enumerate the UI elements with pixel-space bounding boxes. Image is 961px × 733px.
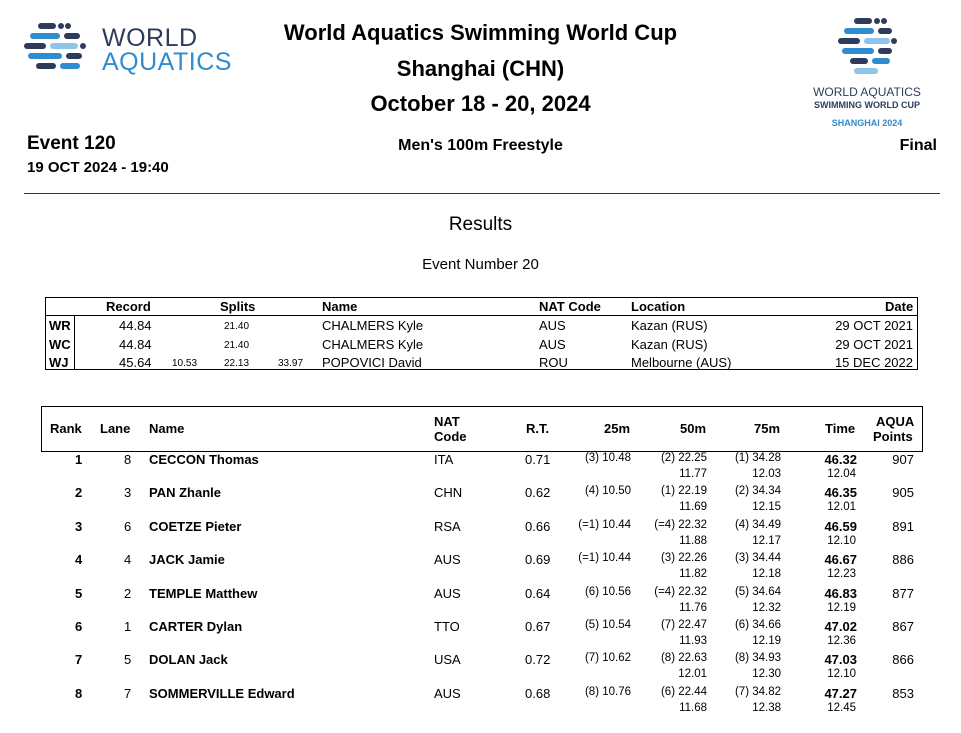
result-split-75: (1) 34.28 <box>734 452 781 464</box>
result-name: COETZE Pieter <box>149 518 242 534</box>
table-row <box>0 619 961 652</box>
result-lane: 5 <box>124 652 132 668</box>
result-split-50: (2) 22.25 <box>660 452 707 464</box>
result-lane: 4 <box>124 552 132 568</box>
result-reaction-time: 0.64 <box>525 585 551 601</box>
result-split-50: (=4) 22.32 <box>654 585 707 598</box>
records-header-name: Name <box>322 299 358 314</box>
results-header-rt: R.T. <box>526 421 550 436</box>
result-time: 46.32 <box>824 452 857 467</box>
result-lap-100: 12.04 <box>827 468 856 480</box>
event-datetime: 19 OCT 2024 - 19:40 <box>27 159 169 176</box>
result-name: CECCON Thomas <box>149 452 259 467</box>
result-lane: 7 <box>124 685 132 701</box>
results-header-top-rule <box>41 406 923 407</box>
result-split-25: (3) 10.48 <box>584 452 631 464</box>
section-title: Results <box>448 214 513 235</box>
world-cup-logo <box>792 16 942 131</box>
result-split-50: (=4) 22.32 <box>654 518 707 531</box>
result-points: 907 <box>892 452 914 467</box>
header-divider <box>24 193 940 194</box>
record-split-75: 33.97 <box>278 358 304 369</box>
table-row <box>0 586 961 619</box>
result-name: JACK Jamie <box>149 552 225 568</box>
meet-title: World Aquatics Swimming World Cup <box>283 20 678 45</box>
result-name: CARTER Dylan <box>149 619 243 634</box>
result-lap-75: 12.03 <box>752 468 781 480</box>
event-name: Men's 100m Freestyle <box>398 137 563 154</box>
result-nat-code: CHN <box>434 485 463 501</box>
result-reaction-time: 0.72 <box>525 652 551 668</box>
result-rank: 8 <box>75 685 83 701</box>
result-points: 905 <box>892 485 914 501</box>
result-lap-50: 11.82 <box>679 568 707 581</box>
records-header-date: Date <box>885 299 914 314</box>
result-split-75: (2) 34.34 <box>734 485 781 498</box>
record-nat-code: AUS <box>539 336 566 352</box>
result-points: 886 <box>892 552 914 568</box>
records-type-rule <box>74 315 75 369</box>
result-nat-code: AUS <box>434 552 461 568</box>
result-time: 47.02 <box>824 619 857 634</box>
result-reaction-time: 0.71 <box>525 452 551 467</box>
result-lap-50: 11.68 <box>679 701 707 714</box>
result-rank: 1 <box>75 452 83 467</box>
result-nat-code: TTO <box>434 619 460 634</box>
result-split-50: (8) 22.63 <box>660 652 707 665</box>
world-cup-emblem-icon <box>834 16 900 80</box>
record-holder-name: POPOVICI David <box>322 355 422 370</box>
result-points: 853 <box>892 685 914 701</box>
result-rank: 5 <box>75 585 83 601</box>
result-nat-code: ITA <box>434 452 454 467</box>
record-holder-name: CHALMERS Kyle <box>322 318 424 333</box>
result-lap-50: 11.77 <box>679 468 707 480</box>
result-split-25: (8) 10.76 <box>584 685 631 698</box>
result-lap-75: 12.30 <box>752 668 781 681</box>
result-lap-50: 11.69 <box>679 501 707 514</box>
event-number-label: Event Number 20 <box>422 256 539 273</box>
result-name: TEMPLE Matthew <box>149 585 258 601</box>
record-split-50: 22.13 <box>224 358 250 369</box>
results-header-75m: 75m <box>754 421 781 436</box>
logo-word-aquatics: AQUATICS <box>102 48 232 76</box>
result-lane: 3 <box>124 485 132 501</box>
result-lane: 1 <box>124 619 132 634</box>
result-lane: 8 <box>124 452 132 467</box>
results-header <box>41 406 923 452</box>
result-rank: 2 <box>75 485 83 501</box>
result-reaction-time: 0.68 <box>525 685 551 701</box>
result-reaction-time: 0.62 <box>525 485 551 501</box>
result-lane: 2 <box>124 585 132 601</box>
record-split-50: 21.40 <box>224 321 250 332</box>
result-nat-code: AUS <box>434 685 461 701</box>
records-header-location: Location <box>631 299 686 314</box>
result-points: 891 <box>892 518 914 534</box>
result-lap-75: 12.17 <box>752 534 781 547</box>
logo-word-world: WORLD <box>102 24 198 52</box>
result-lap-75: 12.18 <box>752 568 781 581</box>
table-row <box>0 485 961 518</box>
table-row <box>0 652 961 685</box>
records-header-splits: Splits <box>220 299 256 314</box>
event-stage: Final <box>899 137 937 154</box>
record-type: WR <box>49 318 71 333</box>
world-cup-logo-line2: SWIMMING WORLD CUP <box>814 100 920 110</box>
result-reaction-time: 0.69 <box>525 552 551 568</box>
result-split-25: (=1) 10.44 <box>578 518 631 531</box>
result-lap-50: 11.88 <box>679 534 707 547</box>
result-split-50: (7) 22.47 <box>660 619 707 631</box>
result-rank: 7 <box>75 652 83 668</box>
result-rank: 3 <box>75 518 83 534</box>
result-split-75: (7) 34.82 <box>734 685 781 698</box>
result-lap-75: 12.38 <box>752 701 781 714</box>
result-split-75: (3) 34.44 <box>734 552 781 565</box>
world-cup-logo-line3: SHANGHAI 2024 <box>831 118 903 128</box>
results-header-nat: NAT <box>434 414 460 429</box>
result-points: 867 <box>892 619 914 634</box>
table-row <box>0 552 961 585</box>
result-name: SOMMERVILLE Edward <box>149 685 295 701</box>
record-date: 15 DEC 2022 <box>834 355 913 370</box>
result-reaction-time: 0.66 <box>525 518 551 534</box>
result-lap-100: 12.01 <box>827 501 856 514</box>
result-lap-75: 12.19 <box>752 635 781 647</box>
result-time: 46.59 <box>824 518 857 534</box>
records-header-record: Record <box>106 299 151 314</box>
record-location: Melbourne (AUS) <box>631 355 732 370</box>
records-header-nat: NAT Code <box>539 299 601 314</box>
result-time: 46.35 <box>824 485 857 501</box>
record-split-25: 10.53 <box>172 358 198 369</box>
world-cup-logo-line1: WORLD AQUATICS <box>813 85 921 99</box>
record-location: Kazan (RUS) <box>631 318 708 333</box>
result-split-50: (6) 22.44 <box>660 685 707 698</box>
result-split-75: (8) 34.93 <box>734 652 781 665</box>
result-split-75: (4) 34.49 <box>734 518 781 531</box>
result-lane: 6 <box>124 518 132 534</box>
result-time: 47.27 <box>824 685 857 701</box>
results-header-25m: 25m <box>604 421 631 436</box>
result-split-25: (4) 10.50 <box>584 485 631 498</box>
records-table <box>45 297 918 370</box>
result-nat-code: AUS <box>434 585 461 601</box>
record-split-50: 21.40 <box>224 339 250 351</box>
record-time: 45.64 <box>119 355 152 370</box>
record-nat-code: AUS <box>539 318 566 333</box>
result-lap-100: 12.45 <box>827 701 856 714</box>
table-row <box>0 686 961 719</box>
result-rank: 4 <box>75 552 83 568</box>
results-header-left-rule <box>41 406 42 452</box>
record-location: Kazan (RUS) <box>631 336 708 352</box>
results-header-rank: Rank <box>50 421 82 436</box>
result-split-25: (=1) 10.44 <box>578 552 631 565</box>
event-number: Event 120 <box>27 133 116 154</box>
results-header-time: Time <box>825 421 856 436</box>
result-time: 46.83 <box>824 585 857 601</box>
result-lap-100: 12.10 <box>827 668 856 681</box>
result-lap-75: 12.32 <box>752 601 781 614</box>
results-header-points: Points <box>873 429 913 444</box>
results-header-right-rule <box>922 406 923 452</box>
record-date: 29 OCT 2021 <box>835 336 913 352</box>
record-holder-name: CHALMERS Kyle <box>322 336 424 352</box>
result-points: 877 <box>892 585 914 601</box>
result-split-50: (1) 22.19 <box>660 485 707 498</box>
results-header-aqua: AQUA <box>876 414 915 429</box>
result-lap-50: 12.01 <box>678 668 707 681</box>
table-row <box>0 519 961 552</box>
result-lap-50: 11.76 <box>679 601 707 614</box>
result-split-25: (6) 10.56 <box>584 585 631 598</box>
records-header-rule <box>46 315 917 316</box>
result-lap-50: 11.93 <box>679 635 707 647</box>
record-type: WJ <box>49 355 69 370</box>
result-time: 47.03 <box>824 652 857 668</box>
result-split-75: (6) 34.66 <box>734 619 781 631</box>
record-time: 44.84 <box>119 336 152 352</box>
result-lap-100: 12.23 <box>827 568 856 581</box>
result-name: DOLAN Jack <box>149 652 228 668</box>
result-split-50: (3) 22.26 <box>660 552 707 565</box>
result-time: 46.67 <box>824 552 857 568</box>
meet-dates: October 18 - 20, 2024 <box>370 91 591 116</box>
result-rank: 6 <box>75 619 83 634</box>
result-nat-code: RSA <box>434 518 461 534</box>
meet-location: Shanghai (CHN) <box>396 56 565 81</box>
record-nat-code: ROU <box>539 355 568 370</box>
results-header-name: Name <box>149 421 185 436</box>
result-name: PAN Zhanle <box>149 485 221 501</box>
result-split-25: (5) 10.54 <box>584 619 631 631</box>
result-points: 866 <box>892 652 914 668</box>
results-header-lane: Lane <box>100 421 131 436</box>
record-type: WC <box>49 336 71 352</box>
record-date: 29 OCT 2021 <box>835 318 913 333</box>
result-lap-100: 12.36 <box>827 635 856 647</box>
results-header-code: Code <box>434 429 467 444</box>
record-time: 44.84 <box>119 318 152 333</box>
result-nat-code: USA <box>434 652 461 668</box>
result-split-75: (5) 34.64 <box>734 585 781 598</box>
result-lap-75: 12.15 <box>752 501 781 514</box>
result-lap-100: 12.10 <box>827 534 856 547</box>
result-reaction-time: 0.67 <box>525 619 551 634</box>
result-split-25: (7) 10.62 <box>584 652 631 665</box>
result-lap-100: 12.19 <box>827 601 856 614</box>
results-header-50m: 50m <box>680 421 707 436</box>
table-row <box>0 452 961 485</box>
